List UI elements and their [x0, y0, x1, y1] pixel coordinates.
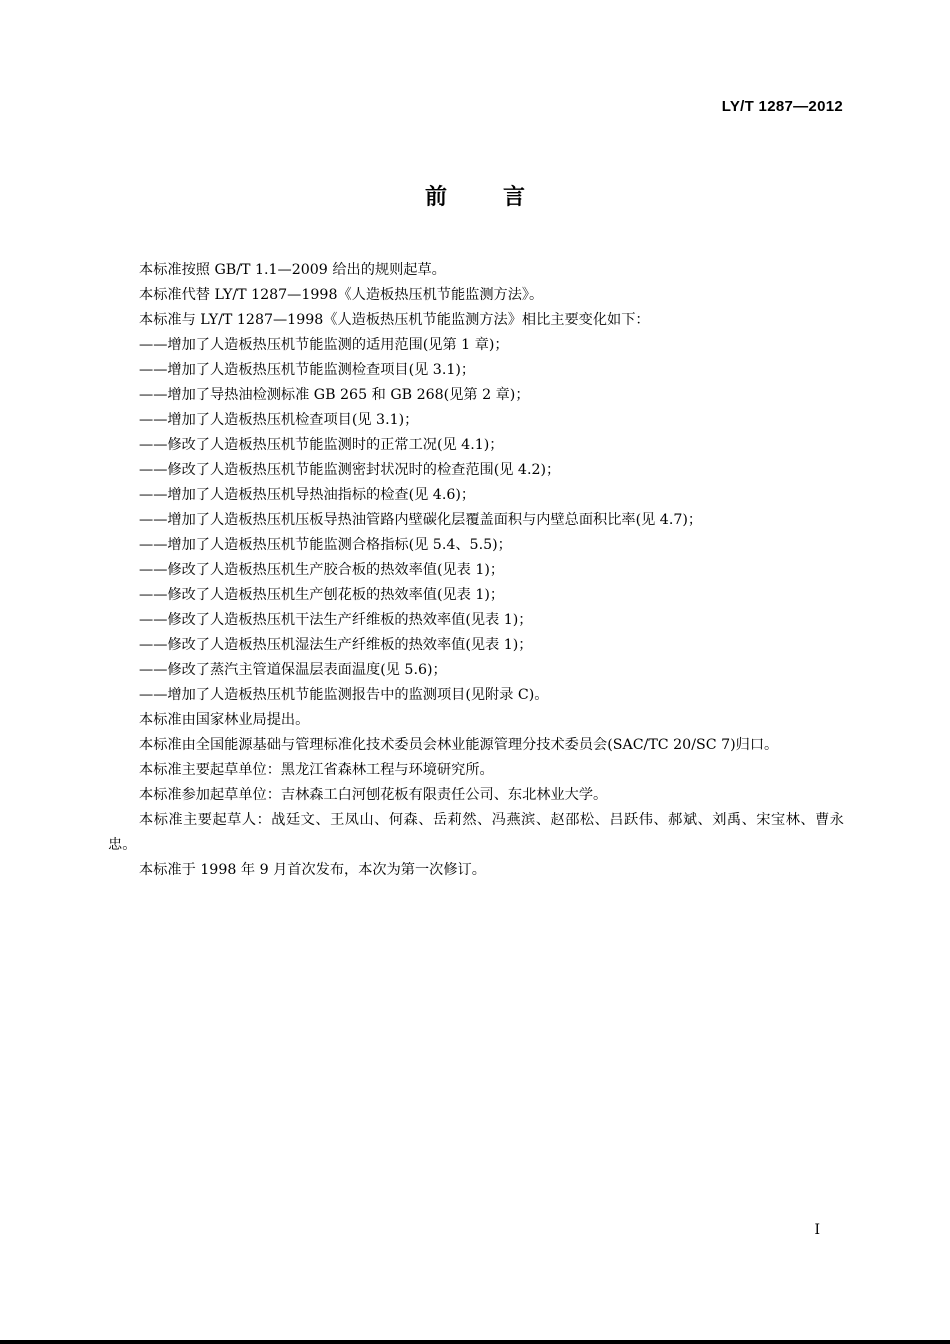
paragraph-main-drafters: 本标准主要起草人：战廷文、王凤山、何森、岳莉然、冯燕滨、赵邵松、吕跃伟、郝斌、刘禹、宋宝林、曹永忠。 — [108, 812, 844, 853]
changes-list — [108, 333, 844, 708]
paragraph-replaces: 本标准代替 LY/T 1287—1998《人造板热压机节能监测方法》。 — [139, 287, 544, 303]
paragraph-administered-by: 本标准由全国能源基础与管理标准化技术委员会林业能源管理分技术委员会(SAC/TC 20/SC 7)归口。 — [139, 737, 779, 753]
paragraph-proposed-by: 本标准由国家林业局提出。 — [139, 712, 310, 728]
list-item: ——修改了人造板热压机湿法生产纤维板的热效率值(见表 1)； — [139, 637, 533, 653]
paragraph-participating-units: 本标准参加起草单位：吉林森工白河刨花板有限责任公司、东北林业大学。 — [139, 787, 608, 803]
paragraph-drafting-rules: 本标准按照 GB/T 1.1—2009 给出的规则起草。 — [139, 262, 446, 278]
list-item: ——修改了人造板热压机节能监测时的正常工况(见 4.1)； — [139, 437, 504, 453]
list-item: ——修改了人造板热压机干法生产纤维板的热效率值(见表 1)； — [139, 612, 533, 628]
list-item: ——增加了人造板热压机导热油指标的检查(见 4.6)； — [139, 487, 476, 503]
list-item: ——增加了导热油检测标准 GB 265 和 GB 268(见第 2 章)； — [139, 387, 530, 403]
page-title: 前言 — [424, 185, 581, 210]
paragraph-main-drafting-unit: 本标准主要起草单位：黑龙江省森林工程与环境研究所。 — [139, 762, 494, 778]
list-item: ——修改了人造板热压机生产刨花板的热效率值(见表 1)； — [139, 587, 505, 603]
page-number: I — [814, 1222, 820, 1238]
standard-code: LY/T 1287—2012 — [721, 98, 843, 115]
page-bottom-edge — [0, 1340, 950, 1344]
list-item: ——增加了人造板热压机压板导热油管路内壁碳化层覆盖面积与内壁总面积比率(见 4.7)； — [139, 512, 703, 528]
list-item: ——增加了人造板热压机检查项目(见 3.1)； — [139, 412, 419, 428]
paragraph-changes-intro: 本标准与 LY/T 1287—1998《人造板热压机节能监测方法》相比主要变化如下： — [139, 312, 650, 328]
list-item: ——修改了人造板热压机节能监测密封状况时的检查范围(见 4.2)； — [139, 462, 561, 478]
list-item: ——增加了人造板热压机节能监测报告中的监测项目(见附录 C)。 — [139, 687, 549, 703]
list-item: ——修改了人造板热压机生产胶合板的热效率值(见表 1)； — [139, 562, 505, 578]
list-item: ——增加了人造板热压机节能监测检查项目(见 3.1)； — [139, 362, 476, 378]
paragraph-publication-history: 本标准于 1998 年 9 月首次发布，本次为第一次修订。 — [139, 862, 486, 878]
foreword-body — [108, 258, 844, 883]
list-item: ——修改了蒸汽主管道保温层表面温度(见 5.6)； — [139, 662, 447, 678]
list-item: ——增加了人造板热压机节能监测的适用范围(见第 1 章)； — [139, 337, 509, 353]
list-item: ——增加了人造板热压机节能监测合格指标(见 5.4、5.5)； — [139, 537, 512, 553]
